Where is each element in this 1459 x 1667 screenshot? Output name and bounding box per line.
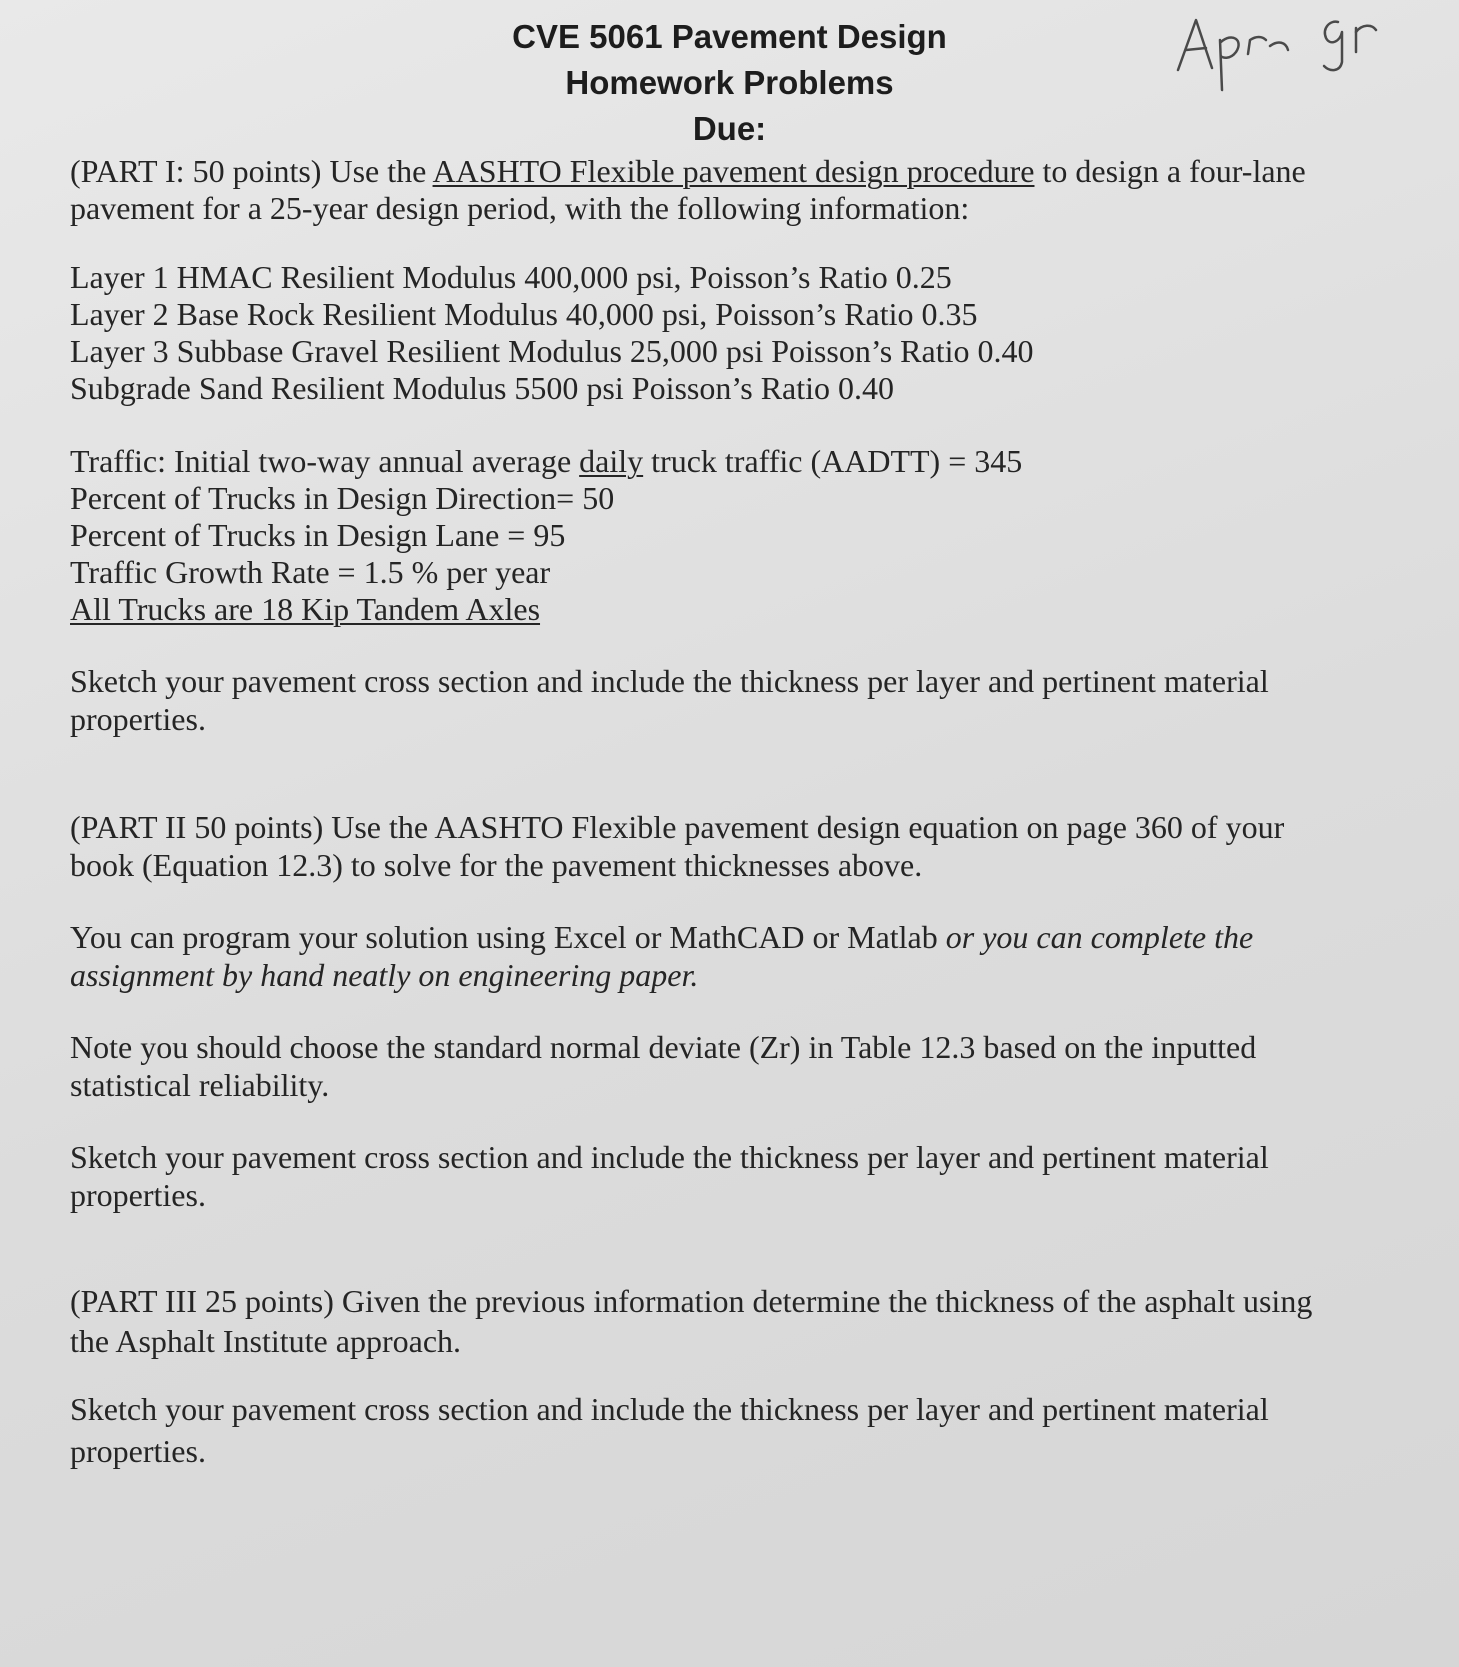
sketch3-line1: Sketch your pavement cross section and include the thickness per layer and pertinent material: [70, 1391, 1269, 1427]
program-line2: assignment by hand neatly on engineering paper.: [70, 957, 699, 993]
layer-2-line: Layer 2 Base Rock Resilient Modulus 40,000 psi, Poisson’s Ratio 0.35: [70, 296, 978, 332]
part1-prefix: (PART I: 50 points) Use the: [70, 153, 433, 189]
part3-line1: (PART III 25 points) Given the previous information determine the thickness of the asphalt using: [70, 1283, 1313, 1319]
subgrade-line: Subgrade Sand Resilient Modulus 5500 psi Poisson’s Ratio 0.40: [70, 370, 895, 406]
growth-rate-line: Traffic Growth Rate = 1.5 % per year: [70, 554, 551, 590]
traffic-suffix: truck traffic (AADTT) = 345: [643, 443, 1023, 479]
sketch2-line1: Sketch your pavement cross section and include the thickness per layer and pertinent material: [70, 1139, 1269, 1175]
tandem-axles-line: All Trucks are 18 Kip Tandem Axles: [70, 591, 541, 627]
lane-percent-line: Percent of Trucks in Design Lane = 95: [70, 517, 566, 553]
handwritten-note-icon: [1170, 10, 1390, 100]
part2-line1: (PART II 50 points) Use the AASHTO Flexible pavement design equation on page 360 of your: [70, 809, 1285, 845]
aashto-procedure-underlined: AASHTO Flexible pavement design procedure: [432, 153, 1035, 189]
note-line1: Note you should choose the standard normal deviate (Zr) in Table 12.3 based on the inputted: [70, 1029, 1257, 1065]
daily-underlined: daily: [579, 443, 644, 479]
course-title: CVE 5061 Pavement Design: [512, 18, 947, 55]
layer-3-line: Layer 3 Subbase Gravel Resilient Modulus 25,000 psi Poisson’s Ratio 0.40: [70, 333, 1034, 369]
part2-line2: book (Equation 12.3) to solve for the pavement thicknesses above.: [70, 847, 923, 883]
traffic-prefix: Traffic: Initial two-way annual average: [70, 443, 580, 479]
traffic-line: [70, 442, 1022, 480]
part3-line2: the Asphalt Institute approach.: [70, 1323, 462, 1359]
part1-suffix: to design a four-lane: [1034, 153, 1306, 189]
sketch1-line1: Sketch your pavement cross section and include the thickness per layer and pertinent material: [70, 663, 1269, 699]
sketch3-line2: properties.: [70, 1433, 206, 1469]
note-line2: statistical reliability.: [70, 1067, 330, 1103]
due-label: Due:: [692, 110, 767, 147]
program-italic-1: or you can complete the: [945, 919, 1254, 955]
sketch2-line2: properties.: [70, 1177, 206, 1213]
program-line1: [70, 918, 1253, 956]
homework-subtitle: Homework Problems: [565, 64, 894, 101]
program-prefix: You can program your solution using Excel or MathCAD or Matlab: [70, 919, 946, 955]
sketch1-line2: properties.: [70, 701, 206, 737]
part1-line2: pavement for a 25-year design period, with the following information:: [70, 190, 970, 226]
direction-percent-line: Percent of Trucks in Design Direction= 50: [70, 480, 615, 516]
layer-1-line: Layer 1 HMAC Resilient Modulus 400,000 psi, Poisson’s Ratio 0.25: [70, 259, 952, 295]
part1-line1: [70, 152, 1306, 190]
